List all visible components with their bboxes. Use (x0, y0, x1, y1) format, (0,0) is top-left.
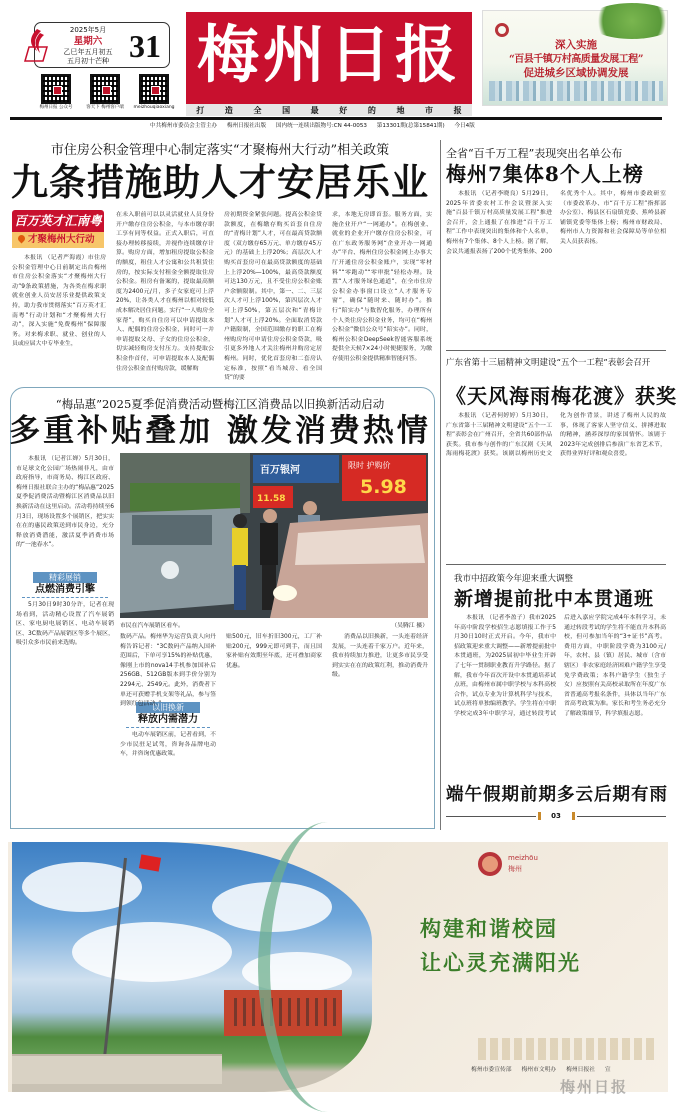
masthead-rule (10, 117, 662, 120)
credit-item: 梅州日报社 (566, 1067, 596, 1073)
story2-kicker: “梅品惠”2025夏季促消费活动暨梅江区消费品以旧换新活动启动 (55, 397, 385, 411)
section-title: 释放内需潜力 (126, 713, 210, 728)
slogan-char: 国 (282, 105, 291, 115)
story1-col-1: 本报讯 （记者严海霞）市住房公积金管理中心日前制定出台梅州市住房公积金落实“才聚梅州大行动”9条政策措施，为各类在梅求职就业创业人员安居乐业提供政策支持，助力我市贯彻落实“百万英才汇南粤”行动计划和“才聚梅州大行动”，深入实施“免费梅州”保障服务。对来梅求职、就业、创业的人员或应届大中专毕业生， (12, 255, 106, 348)
stone-railing (12, 1054, 222, 1084)
story1-col-3: 房初期资金紧张问题。提高公积金贷款额度，在梅缴存购买首套自住房的“青梅计划”人才，可在最高贷款额度（双方缴存65万元、单方缴存45万元）的基础上上浮20%；高层次人才购买首套房可在最高贷款额度的基础上上浮20%—100%，最高贷款额度可达130万元，且不受住房公积金账户余额限制。其中，第一、二、三层次人才可上浮100%，第四层次人才可上浮50%，第五层次和“青梅计划”人才可上浮20%。全面取消贷款户籍限制，全国范围缴存的职工在梅州购房均可申请住房公积金贷款，吸引更多外地人才关注梅州并购房定居梅州。同时，优化首套房和二套房认定标准，按照“看当城房、看全国贷”的要 (224, 212, 322, 382)
publication-info (150, 122, 670, 130)
badge-bottom-text: 才聚梅州大行动 (28, 234, 95, 245)
slogan-char: 的 (367, 105, 376, 115)
pub-sponsor: 中共梅州市委员会主管主办 (150, 123, 218, 129)
slogan-char: 造 (224, 105, 233, 115)
story2-lead: 本报讯 （记者江婵）5月30日，市足球文化公园广场热闹非凡，由市政府指导，市商务局、梅江区政府、梅州日报社联合主办的“梅品惠”2025夏季促消费活动暨梅江区消费品以旧换新活动在这里启动。活动将持续至6月3日，现场设置多个展销区，把实实在在的惠民政策送到市民身边，充分释放消费潜能，激活夏季消费市场的“一池春水”。 (16, 456, 114, 549)
story1-col-2: 在未入职前可以以灵活就业人员身份开户缴存住房公积金，与本市缴存职工享有同等权益。正式入职后，可直接办理转移接续，并视作连续缴存计算。购房方面，增加租房提取公积金的额度，租住人才公寓和公共租赁住房的，按实际支付租金全额提取住房公积金。租房有备案的，提取最高额度为2400元/月，多子女家庭可上浮20%，让各类人才在梅州以相对较低成本解决居住问题。实行“一人购房全家帮”，购买自住房可以申请提取本人、配偶的住房公积金，同时可一并申请提取父母、子女的住房公积金，切实减轻购房支付压力。支持提取公积金作首付，可申请提取本人及配偶住房公积金直付购房款，缓解购 (116, 212, 214, 372)
paper-name: 梅州日报 (196, 18, 461, 91)
car-showroom-photo[interactable] (120, 453, 428, 618)
right1-kicker: 全省“百千万工程”表现突出名单公布 (446, 147, 623, 160)
paper-title-banner (186, 12, 472, 104)
campus-harmony-advertisement[interactable] (8, 842, 668, 1092)
credit-item: 梅州市文明办 (521, 1067, 557, 1073)
ad-slogan-1: 构建和谐校园 (420, 917, 558, 941)
qr-code-row (34, 74, 176, 114)
right3-headline[interactable]: 新增提前批中本贯通班 (454, 588, 655, 610)
national-flag-icon (139, 854, 161, 871)
photo-illustration (120, 453, 428, 618)
newspaper-logo-icon (23, 27, 49, 63)
slogan-char: 好 (339, 105, 348, 115)
year-month: 2025年5月 (69, 26, 107, 34)
section-tag: 精彩展销 (33, 572, 97, 583)
landmark-skyline (478, 1038, 658, 1060)
right4-headline[interactable]: 端午假期前期多云后期有雨 (446, 785, 668, 805)
slogan-char: 地 (396, 105, 405, 115)
talent-badge (12, 210, 104, 250)
photo-banner-text: 百万银河 (260, 465, 300, 476)
story2-section2-text: 电动车展销区前，记者看到，不少市民驻足试驾，咨询各品牌电动车，并咨询优惠政策。 (120, 732, 216, 758)
story2-col-4: 消费品以旧换新，一头连着经济发展，一头连着千家万户。近年来，我市持续加力推进，让更多市民享受到实实在在的政策红利，推动消费升级。 (332, 634, 428, 679)
photo-caption: 市民在汽车展销区看车。 (120, 623, 184, 629)
meizhou-brand (478, 852, 558, 880)
weekday: 星期六 (73, 35, 103, 47)
rule-left (446, 816, 536, 817)
ad-slogan-2: 让心灵充满阳光 (420, 951, 581, 975)
masthead (0, 0, 672, 118)
slogan-char: 全 (253, 105, 262, 115)
right2-kicker: 广东省第十三届精神文明建设“五个一工程”表彰会召开 (446, 358, 651, 368)
tick-left (538, 812, 541, 820)
badge-top: 百万英才汇南粤 (12, 210, 104, 232)
qr-code-icon (139, 74, 169, 104)
pub-issue: 第13301期(总第15841期) (376, 123, 445, 129)
qr-code-icon (41, 74, 71, 104)
solar-term: 五月初十芒种 (67, 57, 109, 65)
paper-slogan (186, 104, 472, 116)
page-number-marker (446, 811, 666, 821)
story2-section1-text: 5月30日9时30分许，记者在现场看到，活动精心设置了汽车展销区、家电厨电展销区、电动车展销区、3C数码产品展销区等多个展区，吸引众多市民前来选购。 (16, 602, 114, 647)
qr-code[interactable] (83, 74, 127, 114)
photo-price-sign-2: 11.58 (257, 494, 286, 504)
story1-headline[interactable]: 九条措施助人才安居乐业 (11, 160, 429, 204)
story2-headline[interactable]: 多重补贴叠加 激发消费热情 (9, 413, 431, 449)
story2-col2-text: 数码产品。梅州华为运营负责人向丹梅告诉记者：“3C数码产品纳入国补范围后，下单可享15%的补贴优惠，像刚上市的nova14手机参加国补后256GB、512GB版本到手价分别为2294元、2549元。此外，消费者下单还可获赠手机支架等礼品，参与签到领红包活动。” (120, 634, 216, 708)
photo-caption-row (120, 622, 428, 630)
credit-item: 梅州市委宣传部 (471, 1067, 512, 1073)
cloud (72, 922, 232, 982)
plum-blossom-logo-icon (478, 852, 502, 876)
section-title: 点燃消费引擎 (22, 583, 108, 598)
qr-caption: meizhouqiaoxiang (133, 105, 175, 110)
tick-right (572, 812, 575, 820)
qr-code[interactable] (34, 74, 78, 114)
section-tag: 以旧换新 (136, 702, 200, 713)
story1-kicker: 市住房公积金管理中心制定落实“才聚梅州大行动”相关政策 (50, 143, 390, 158)
slogan-char: 打 (196, 105, 205, 115)
photo-sign-label: 限时 护购价 (348, 461, 391, 470)
right2-body: 本报讯 （记者何婷婷）5月30日，广东省第十三届精神文明建设“五个一工程”表彰会在广州召开，全省共60部作品获奖。我市参与创作的广东汉剧《天风海雨梅花渡》获奖。该剧以梅州历史文化为创作背景，讲述了梅州人民的故事，体现了客家人坚守信义、拼搏进取的精神，涵养深厚的家国情怀。该剧于2023年完成创排后参演广东省艺术节，获得业界好评和观众喜爱。 (446, 413, 666, 458)
qr-caption: 客天下 梅州客户端 (86, 105, 124, 110)
right2-headline[interactable]: 《天风海雨梅花渡》获奖 (446, 384, 677, 408)
section-divider (446, 564, 666, 565)
ad-line-2: “百县千镇万村高质量发展工程” (508, 54, 643, 65)
right1-headline[interactable]: 梅州7集体8个人上榜 (446, 162, 644, 186)
story1-col-4: 求，本地无房即首套。服务方面，实施企业开户“一网通办”。在梅创业、就业的企业开户缴存住房公积金，可在广东政务服务网“企业开办一网通办”平台、梅州住房公积金网上办事大厅开通住房公积金账户，实现“零材料”“零跑动”“零审批”轻松办理。设置“人才服务绿色通道”，在全市住房公积金办事窗口设立“人才服务专窗”，确保“随时来、随时办”。推行“陪实办”与数智化服务，办理所有个人类住房公积金业务，均可在“梅州公积金”微信公众号“陪实办”。同时，梅州公积金DeepSeek智能客服系统提供全天候7×24小时便捷服务，为缴存使用公积金提供精准智能问答。 (332, 212, 432, 362)
right3-body: 本报讯 （记者李盈子）我市2025年高中阶段学校招生志愿填报工作于5月30日10时正式开启。今年，我市中招政策迎来重大调整——新增提前批中本贯通班，为2025届初中毕业生开辟了七年一贯制职业教育升学路径。据了解，我市今年首次开设中本贯通培养试点班，由梅州市属中职学校与本科高校合作，试点专业为计算机科学与技术，试点班将单独编班教学。学生将在中职学校完成3年中职学习，通过转段考试后进入嘉应学院完成4年本科学习，未通过转段考试的学生将不能直升本科高校，但可参加当年的“3+证书”高考。费用方面，中职阶段学费为3100元/年，农村、县（镇）居民、城市（含市辖区）非农家庭经济困难户籍学生享受免学费政策；本科户籍学生（独生子女）应按照有关高校录取所在年度广东省普通高考报名条件，具体以当年广东省高考政策为准。家长和考生务必充分了解政策细节，科学填报志愿。 (454, 615, 666, 717)
credit-item: 宣 (604, 1067, 611, 1073)
slogan-char: 报 (453, 105, 462, 115)
ad-line-3: 促进城乡区域协调发展 (523, 67, 629, 79)
section-divider (446, 350, 666, 351)
day-number: 31 (129, 28, 161, 64)
location-pin-icon (17, 234, 27, 244)
badge-bottom (12, 232, 104, 248)
story2-col-3: 贴500元，旧车折旧300元，工厂补贴200元，999元即可到手，而且国家补贴有效期至年底，还可叠加商家优惠。 (226, 634, 322, 669)
brand-zh: 梅州 (508, 865, 522, 873)
date-box (34, 22, 170, 68)
date-column (51, 26, 125, 67)
top-advertisement[interactable] (482, 10, 668, 106)
rule-right (577, 816, 666, 817)
page-number[interactable]: 03 (551, 812, 561, 820)
pub-pages: 今日4版 (454, 123, 475, 129)
slogan-char: 最 (310, 105, 319, 115)
meizhou-flower-logo-icon (495, 23, 509, 37)
ad-line-1: 深入实施 (555, 39, 597, 51)
ad-credits (471, 1066, 619, 1074)
green-wave-decoration (258, 822, 398, 1112)
story2-col-1 (16, 455, 114, 825)
qr-code[interactable] (132, 74, 176, 114)
story2-col-2 (120, 633, 216, 825)
slogan-char: 市 (425, 105, 434, 115)
watermark: 梅州日报 (560, 1078, 629, 1096)
brand-en: meizhōu (508, 854, 538, 862)
photo-credit: （吴腾江 摄） (391, 623, 428, 629)
qr-code-icon (90, 74, 120, 104)
city-skyline-illustration (489, 81, 663, 101)
right3-kicker: 我市中招政策今年迎来重大调整 (454, 574, 574, 584)
photo-price-sign: 5.98 (360, 476, 407, 498)
right1-body: 本报讯 （记者李晓良）5月29日，2025年省委农村工作会议暨深入实施“百县千镇万村高质量发展工程”推进会召开，会上通报了在推进“百千万工程”工作中表现突出的集体和个人名单，梅州有7个集体、8个人上榜。据了解，会议共通报表扬了200个优秀集体、200名优秀个人。其中，梅州市委政研室（市委改革办、市“百千万工程”指挥部办公室）、梅县区石扇镇党委、蕉岭县新铺镇党委等集体上榜；梅州市财政局、梅州市人力资源和社会保障局等单位相关人员获表扬。 (446, 191, 666, 255)
pub-cn-number: 国内统一连续出版物号:CN 44-0053 (275, 123, 367, 129)
tree-decoration (587, 3, 677, 39)
column-divider (440, 140, 441, 830)
qr-caption: 梅州日报 公众号 (39, 105, 73, 110)
lunar-date: 乙巳年五月初五 (63, 47, 113, 56)
pub-publisher: 梅州日报社出版 (226, 123, 267, 129)
